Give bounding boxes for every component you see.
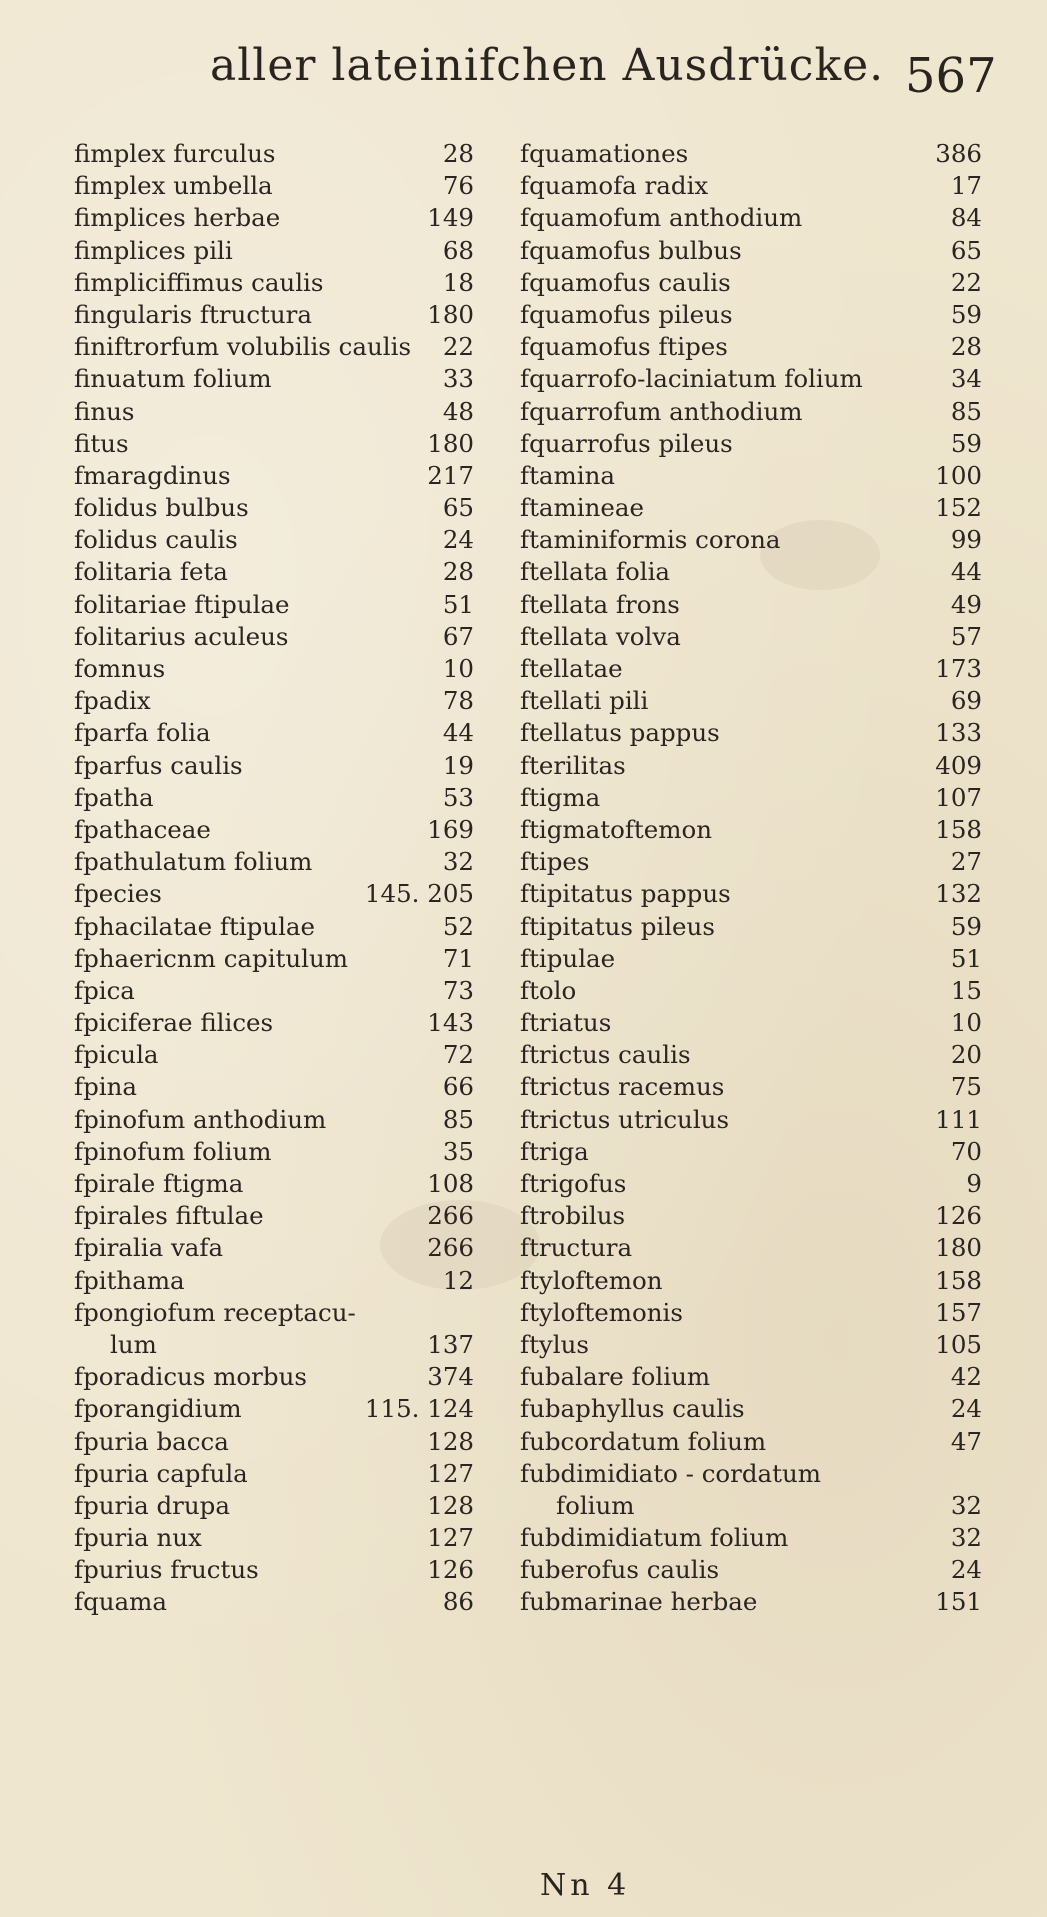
index-entry (74, 685, 474, 717)
index-entry (74, 1265, 474, 1297)
index-page-ref: 145. 205 (364, 879, 474, 909)
index-entry (520, 846, 982, 878)
index-entry (74, 1071, 474, 1103)
index-page-ref: 173 (935, 654, 982, 683)
index-entry (74, 1200, 474, 1232)
index-page-ref: 71 (442, 943, 474, 973)
index-entry (74, 1458, 474, 1490)
index-page-ref: 143 (427, 1008, 474, 1038)
index-term: fpuria bacca (74, 1426, 229, 1456)
index-page-ref: 32 (950, 1490, 982, 1520)
index-entry (520, 1586, 982, 1618)
index-entry (520, 943, 982, 975)
index-term: fquamofus ftipes (520, 332, 728, 362)
index-page-ref: 32 (442, 847, 474, 877)
index-term: ftipulae (520, 943, 616, 973)
index-term: ftaminiformis corona (520, 525, 781, 555)
index-entry (74, 814, 474, 846)
index-term: fphacilatae ftipulae (74, 911, 316, 941)
index-term: folitarius aculeus (74, 621, 289, 651)
index-term: fuberofus caulis (520, 1555, 720, 1585)
index-entry (74, 911, 474, 943)
index-entry (520, 460, 982, 492)
index-page-ref: 28 (442, 139, 474, 168)
index-entry (520, 1490, 982, 1522)
index-page-ref: 180 (427, 299, 474, 329)
index-entry (74, 750, 474, 782)
index-term: ftipitatus pileus (520, 911, 715, 941)
index-term: fubmarinae herbae (520, 1587, 758, 1617)
index-page-ref: 158 (935, 814, 982, 844)
index-entry (74, 267, 474, 299)
index-term: ftrictus racemus (520, 1072, 725, 1102)
index-page-ref: 266 (427, 1201, 474, 1231)
index-page-ref: 27 (950, 847, 982, 877)
index-page-ref: 78 (442, 686, 474, 716)
index-term: fpuria drupa (74, 1490, 230, 1520)
index-entry (74, 1104, 474, 1136)
index-page-ref: 59 (950, 428, 982, 458)
index-entry (74, 589, 474, 621)
index-page-ref: 151 (935, 1587, 982, 1617)
index-term: fpatha (74, 782, 154, 812)
index-page-ref: 180 (427, 428, 474, 458)
index-entry (74, 621, 474, 653)
index-term: ftriatus (520, 1008, 612, 1038)
index-entry (520, 1426, 982, 1458)
index-entry (520, 1200, 982, 1232)
index-term: finiftrorfum volubilis caulis (74, 332, 412, 362)
index-entry (520, 1393, 982, 1425)
index-page-ref: 10 (950, 1008, 982, 1038)
index-entry (74, 428, 474, 460)
index-entry (520, 202, 982, 234)
index-term: fimplex umbella (74, 171, 273, 201)
index-term: fpinofum folium (74, 1136, 272, 1166)
index-entry (74, 943, 474, 975)
index-page-ref: 66 (442, 1072, 474, 1102)
index-page-ref: 266 (427, 1233, 474, 1263)
printer-signature-mark: Nn 4 (540, 1868, 631, 1903)
index-term: fquamofum anthodium (520, 203, 803, 233)
index-entry (74, 1426, 474, 1458)
index-entry (74, 556, 474, 588)
index-entry (520, 653, 982, 685)
index-term: lum (110, 1329, 157, 1359)
index-entry (520, 524, 982, 556)
left-index-column (74, 138, 474, 1619)
index-term: fpuria capfula (74, 1458, 248, 1488)
index-page-ref: 44 (442, 718, 474, 748)
index-term: fpirale ftigma (74, 1169, 244, 1198)
index-entry (74, 363, 474, 395)
index-page-ref: 24 (442, 525, 474, 555)
index-term: fquamofus pileus (520, 299, 733, 329)
index-term: fquamofa radix (520, 171, 709, 201)
index-entry (520, 1554, 982, 1586)
index-page-ref: 386 (935, 139, 982, 168)
index-term: fpirales fiftulae (74, 1201, 264, 1231)
index-page-ref: 108 (427, 1169, 474, 1198)
index-page-ref: 18 (442, 267, 474, 297)
index-page-ref: 107 (935, 782, 982, 812)
index-entry (520, 1104, 982, 1136)
index-term: fimpliciffimus caulis (74, 267, 324, 297)
index-entry (520, 685, 982, 717)
index-page-ref: 22 (442, 332, 474, 362)
index-term: fpadix (74, 686, 151, 716)
index-term: fmaragdinus (74, 460, 231, 490)
index-page-ref: 105 (935, 1329, 982, 1359)
index-term: fubalare folium (520, 1362, 711, 1392)
index-term: ftructura (520, 1233, 633, 1263)
page-number: 567 (905, 48, 997, 104)
index-page-ref: 22 (950, 267, 982, 297)
index-page-ref: 51 (950, 943, 982, 973)
index-page-ref: 86 (442, 1587, 474, 1617)
index-entry (520, 1136, 982, 1168)
index-page-ref: 49 (950, 589, 982, 619)
index-page-ref: 28 (950, 332, 982, 362)
index-page-ref: 24 (950, 1555, 982, 1585)
index-entry (74, 1522, 474, 1554)
index-page-ref: 28 (442, 557, 474, 587)
index-page-ref: 128 (427, 1426, 474, 1456)
index-term: fimplices pili (74, 235, 233, 265)
index-page-ref: 126 (427, 1555, 474, 1585)
index-term: fpithama (74, 1265, 185, 1295)
index-entry (520, 1039, 982, 1071)
index-page-ref: 51 (442, 589, 474, 619)
index-entry (520, 267, 982, 299)
index-term: fimplex furculus (74, 139, 276, 168)
index-entry (520, 331, 982, 363)
index-page-ref: 32 (950, 1523, 982, 1553)
index-entry (520, 1522, 982, 1554)
index-entry (520, 170, 982, 202)
index-entry (74, 202, 474, 234)
index-term: folidus caulis (74, 525, 238, 555)
index-page-ref: 9 (966, 1169, 982, 1198)
index-entry (74, 1361, 474, 1393)
index-term: finuatum folium (74, 364, 272, 394)
index-term: folidus bulbus (74, 493, 249, 523)
running-title: aller lateinifchen Ausdrücke. (210, 40, 885, 91)
index-term: ftellata volva (520, 621, 681, 651)
index-entry (520, 235, 982, 267)
index-term: fparfus caulis (74, 750, 243, 780)
index-page-ref: 85 (950, 396, 982, 426)
index-page-ref: 76 (442, 171, 474, 201)
index-term: fpecies (74, 879, 162, 909)
index-entry (74, 782, 474, 814)
index-page-ref: 34 (950, 364, 982, 394)
index-term: ftolo (520, 975, 577, 1005)
index-entry (520, 814, 982, 846)
index-page-ref: 70 (950, 1136, 982, 1166)
index-page-ref: 111 (935, 1104, 982, 1134)
index-entry (520, 975, 982, 1007)
index-page-ref: 152 (935, 493, 982, 523)
index-entry (74, 524, 474, 556)
index-page-ref: 65 (950, 235, 982, 265)
index-term: fquamofus bulbus (520, 235, 742, 265)
index-term: fparfa folia (74, 718, 211, 748)
index-page-ref: 149 (427, 203, 474, 233)
index-page-ref: 126 (935, 1201, 982, 1231)
index-entry (74, 460, 474, 492)
index-entry (74, 170, 474, 202)
index-page-ref: 65 (442, 493, 474, 523)
index-entry (520, 1265, 982, 1297)
index-entry (520, 1007, 982, 1039)
index-entry (74, 1393, 474, 1425)
index-page-ref: 47 (950, 1426, 982, 1456)
index-term: fpica (74, 975, 135, 1005)
index-entry (520, 1297, 982, 1329)
index-entry (520, 138, 982, 170)
index-entry (74, 396, 474, 428)
index-term: ftrobilus (520, 1201, 626, 1231)
index-page-ref: 75 (950, 1072, 982, 1102)
index-entry (74, 138, 474, 170)
index-entry (520, 621, 982, 653)
index-entry (74, 878, 474, 910)
index-term: folium (556, 1490, 635, 1520)
index-term: fterilitas (520, 750, 626, 780)
index-page-ref: 157 (935, 1297, 982, 1327)
index-entry (74, 1297, 474, 1329)
index-page-ref: 115. 124 (364, 1394, 474, 1424)
index-page-ref: 57 (950, 621, 982, 651)
index-entry (520, 911, 982, 943)
index-page-ref: 67 (442, 621, 474, 651)
index-term: ftyloftemon (520, 1265, 663, 1295)
index-term: ftrictus caulis (520, 1040, 691, 1070)
index-term: ftrigofus (520, 1169, 627, 1198)
index-entry (520, 750, 982, 782)
index-page-ref: 35 (442, 1136, 474, 1166)
index-page-ref: 169 (427, 814, 474, 844)
index-page-ref: 158 (935, 1265, 982, 1295)
index-entry (520, 396, 982, 428)
index-term: fquamationes (520, 139, 689, 168)
index-entry (74, 1136, 474, 1168)
index-term: ftellata frons (520, 589, 680, 619)
index-entry (520, 1458, 982, 1490)
index-page-ref: 217 (427, 460, 474, 490)
index-term: ftellatae (520, 654, 623, 683)
index-page-ref: 19 (442, 750, 474, 780)
index-entry (520, 556, 982, 588)
index-entry (74, 299, 474, 331)
index-term: fingularis ftructura (74, 299, 313, 329)
index-term: ftipitatus pappus (520, 879, 731, 909)
index-term: fpiralia vafa (74, 1233, 224, 1263)
index-term: fquarrofum anthodium (520, 396, 803, 426)
index-term: fubaphyllus caulis (520, 1394, 745, 1424)
index-page-ref: 409 (935, 750, 982, 780)
index-entry (74, 1168, 474, 1200)
index-term: fubcordatum folium (520, 1426, 767, 1456)
index-term: fpongiofum receptacu- (74, 1297, 356, 1327)
index-term: fubdimidiato - cordatum (520, 1458, 822, 1488)
index-entry (520, 589, 982, 621)
index-entry (520, 492, 982, 524)
index-term: fporangidium (74, 1394, 242, 1424)
index-page-ref: 133 (935, 718, 982, 748)
index-term: fporadicus morbus (74, 1362, 307, 1392)
index-entry (74, 1554, 474, 1586)
index-page-ref: 127 (427, 1523, 474, 1553)
index-page-ref: 53 (442, 782, 474, 812)
index-term: ftellati pili (520, 686, 649, 716)
index-entry (520, 299, 982, 331)
index-entry (74, 1586, 474, 1618)
index-term: fpinofum anthodium (74, 1104, 327, 1134)
index-term: fphaericnm capitulum (74, 943, 349, 973)
index-page-ref: 99 (950, 525, 982, 555)
index-entry (74, 1232, 474, 1264)
index-page-ref: 42 (950, 1362, 982, 1392)
index-page-ref: 17 (950, 171, 982, 201)
index-term: fpathaceae (74, 814, 211, 844)
index-term: fimplices herbae (74, 203, 281, 233)
index-term: ftyloftemonis (520, 1297, 683, 1327)
index-term: ftellata folia (520, 557, 671, 587)
index-page-ref: 68 (442, 235, 474, 265)
index-page-ref: 374 (427, 1362, 474, 1392)
index-term: fpurius fructus (74, 1555, 259, 1585)
index-term: fubdimidiatum folium (520, 1523, 789, 1553)
index-entry (74, 1490, 474, 1522)
index-entry (520, 782, 982, 814)
index-entry (520, 428, 982, 460)
index-page-ref: 48 (442, 396, 474, 426)
index-entry (520, 1232, 982, 1264)
index-term: ftriga (520, 1136, 589, 1166)
index-page-ref: 59 (950, 299, 982, 329)
index-page-ref: 20 (950, 1040, 982, 1070)
index-page-ref: 128 (427, 1490, 474, 1520)
index-entry (74, 492, 474, 524)
index-entry (74, 653, 474, 685)
index-entry (520, 717, 982, 749)
index-page-ref: 137 (427, 1329, 474, 1359)
index-term: ftigmatoftemon (520, 814, 713, 844)
index-page-ref: 84 (950, 203, 982, 233)
index-entry (74, 975, 474, 1007)
right-index-column (520, 138, 982, 1619)
index-term: fitus (74, 428, 129, 458)
index-entry (74, 1329, 474, 1361)
index-page-ref: 15 (950, 975, 982, 1005)
index-term: fquama (74, 1587, 167, 1617)
index-term: fquarrofus pileus (520, 428, 733, 458)
index-page-ref: 12 (442, 1265, 474, 1295)
index-term: fpina (74, 1072, 137, 1102)
index-page-ref: 52 (442, 911, 474, 941)
index-page-ref: 44 (950, 557, 982, 587)
index-entry (74, 1039, 474, 1071)
index-page-ref: 69 (950, 686, 982, 716)
index-term: ftrictus utriculus (520, 1104, 730, 1134)
index-page-ref: 24 (950, 1394, 982, 1424)
index-page-ref: 10 (442, 654, 474, 683)
index-term: fpuria nux (74, 1523, 202, 1553)
index-term: ftellatus pappus (520, 718, 720, 748)
index-term: folitaria feta (74, 557, 228, 587)
index-term: fpathulatum folium (74, 847, 313, 877)
index-page-ref: 85 (442, 1104, 474, 1134)
index-entry (74, 846, 474, 878)
index-entry (520, 1071, 982, 1103)
index-term: finus (74, 396, 135, 426)
index-entry (74, 1007, 474, 1039)
index-term: fpiciferae filices (74, 1008, 274, 1038)
index-entry (74, 331, 474, 363)
index-entry (520, 878, 982, 910)
index-entry (520, 1361, 982, 1393)
index-term: fquarrofo-laciniatum folium (520, 364, 863, 394)
index-page-ref: 100 (935, 460, 982, 490)
index-page-ref: 132 (935, 879, 982, 909)
index-entry (520, 1329, 982, 1361)
index-page-ref: 59 (950, 911, 982, 941)
index-entry (520, 363, 982, 395)
index-term: ftipes (520, 847, 590, 877)
index-term: ftigma (520, 782, 601, 812)
index-term: ftamina (520, 460, 615, 490)
index-term: fomnus (74, 654, 166, 683)
index-page-ref: 72 (442, 1040, 474, 1070)
index-page-ref: 33 (442, 364, 474, 394)
index-page-ref: 180 (935, 1233, 982, 1263)
index-entry (74, 235, 474, 267)
index-term: ftamineae (520, 493, 644, 523)
index-term: ftylus (520, 1329, 589, 1359)
index-entry (520, 1168, 982, 1200)
index-page-ref: 73 (442, 975, 474, 1005)
index-term: fquamofus caulis (520, 267, 731, 297)
index-page-ref: 127 (427, 1458, 474, 1488)
index-term: fpicula (74, 1040, 159, 1070)
index-entry (74, 717, 474, 749)
index-term: folitariae ftipulae (74, 589, 290, 619)
